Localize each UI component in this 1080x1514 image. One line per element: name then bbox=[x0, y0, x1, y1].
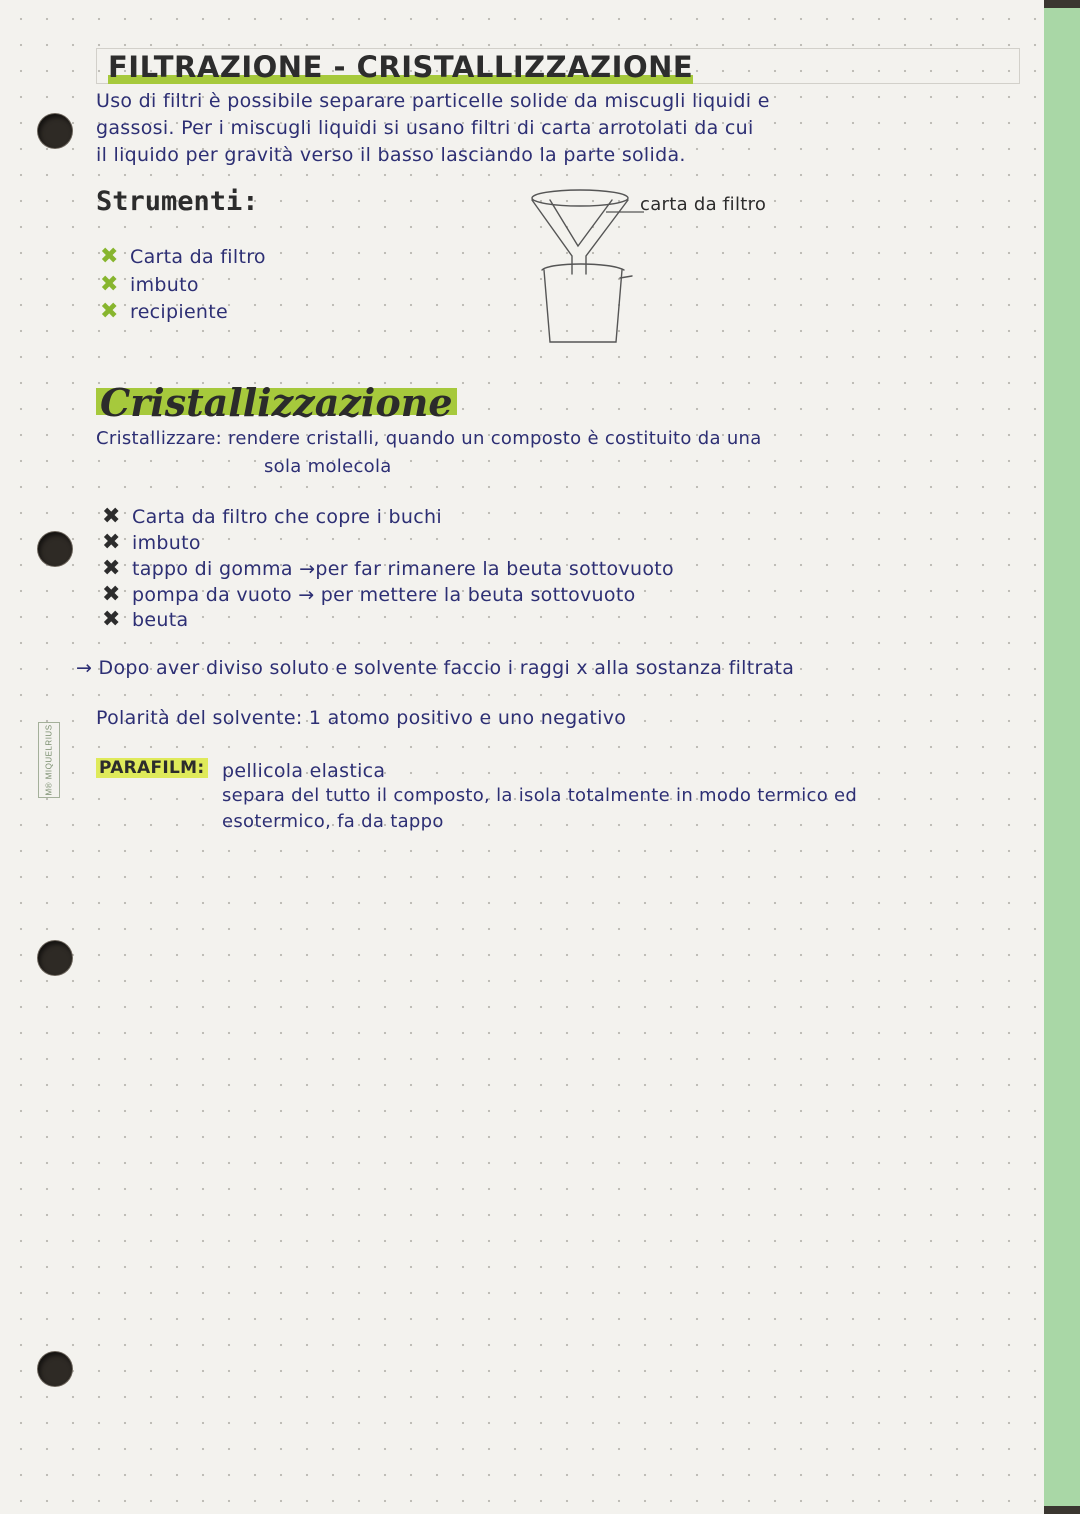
polarita-note: Polarità del solvente: 1 atomo positivo e uno negativo bbox=[96, 707, 627, 729]
binder-hole bbox=[38, 1352, 72, 1386]
brand-text: M® MIQUELRIUS bbox=[44, 724, 54, 796]
cross-bullet-icon: ✖ bbox=[102, 530, 121, 555]
beaker-rim bbox=[542, 264, 624, 270]
parafilm-line-2: separa del tutto il composto, la isola totalmente in modo termico ed bbox=[222, 785, 858, 806]
intro-line-1: Uso di filtri è possibile separare particelle solide da miscugli liquidi e bbox=[96, 90, 770, 112]
cristallizzazione-item: imbuto bbox=[132, 532, 201, 554]
brand-logo bbox=[38, 722, 60, 798]
cross-bullet-icon: ✖ bbox=[102, 504, 121, 529]
parafilm-label-text: PARAFILM: bbox=[96, 758, 208, 778]
definition-line-1: Cristallizzare: rendere cristalli, quando un composto è costituito da una bbox=[96, 428, 762, 449]
parafilm-label bbox=[96, 758, 208, 778]
green-margin-strip bbox=[1044, 8, 1080, 1506]
note-raggi: → Dopo aver diviso soluto e solvente faccio i raggi x alla sostanza filtrata bbox=[76, 657, 795, 679]
page-title-text: FILTRAZIONE - CRISTALLIZZAZIONE bbox=[108, 50, 694, 84]
cristallizzazione-item: Carta da filtro che copre i buchi bbox=[132, 506, 442, 528]
cross-bullet-icon: ✖ bbox=[100, 272, 119, 297]
cristallizzazione-heading: Cristallizzazione bbox=[96, 380, 457, 425]
binder-hole bbox=[38, 114, 72, 148]
cristallizzazione-item: pompa da vuoto → per mettere la beuta sottovuoto bbox=[132, 584, 636, 606]
intro-line-3: il liquido per gravità verso il basso lasciando la parte solida. bbox=[96, 144, 686, 166]
cross-bullet-icon: ✖ bbox=[102, 607, 121, 632]
cross-bullet-icon: ✖ bbox=[102, 556, 121, 581]
cross-bullet-icon: ✖ bbox=[102, 582, 121, 607]
strumenti-item: Carta da filtro bbox=[130, 246, 266, 268]
parafilm-line-1: pellicola elastica bbox=[222, 760, 386, 782]
page-title bbox=[108, 50, 693, 84]
intro-line-2: gassosi. Per i miscugli liquidi si usano filtri di carta arrotolati da cui bbox=[96, 117, 754, 139]
cross-bullet-icon: ✖ bbox=[100, 299, 119, 324]
cristallizzazione-item: tappo di gomma →per far rimanere la beuta sottovuoto bbox=[132, 558, 674, 580]
strumenti-item: recipiente bbox=[130, 301, 229, 323]
strumenti-item: imbuto bbox=[130, 274, 199, 296]
cristallizzazione-item: beuta bbox=[132, 609, 189, 631]
diagram-label: carta da filtro bbox=[640, 194, 767, 215]
parafilm-line-3: esotermico, fa da tappo bbox=[222, 811, 444, 832]
cross-bullet-icon: ✖ bbox=[100, 244, 119, 269]
beaker-body bbox=[544, 270, 622, 342]
binder-hole bbox=[38, 941, 72, 975]
definition-line-2: sola molecola bbox=[264, 456, 392, 477]
strumenti-heading: Strumenti: bbox=[96, 186, 259, 217]
binder-hole bbox=[38, 532, 72, 566]
